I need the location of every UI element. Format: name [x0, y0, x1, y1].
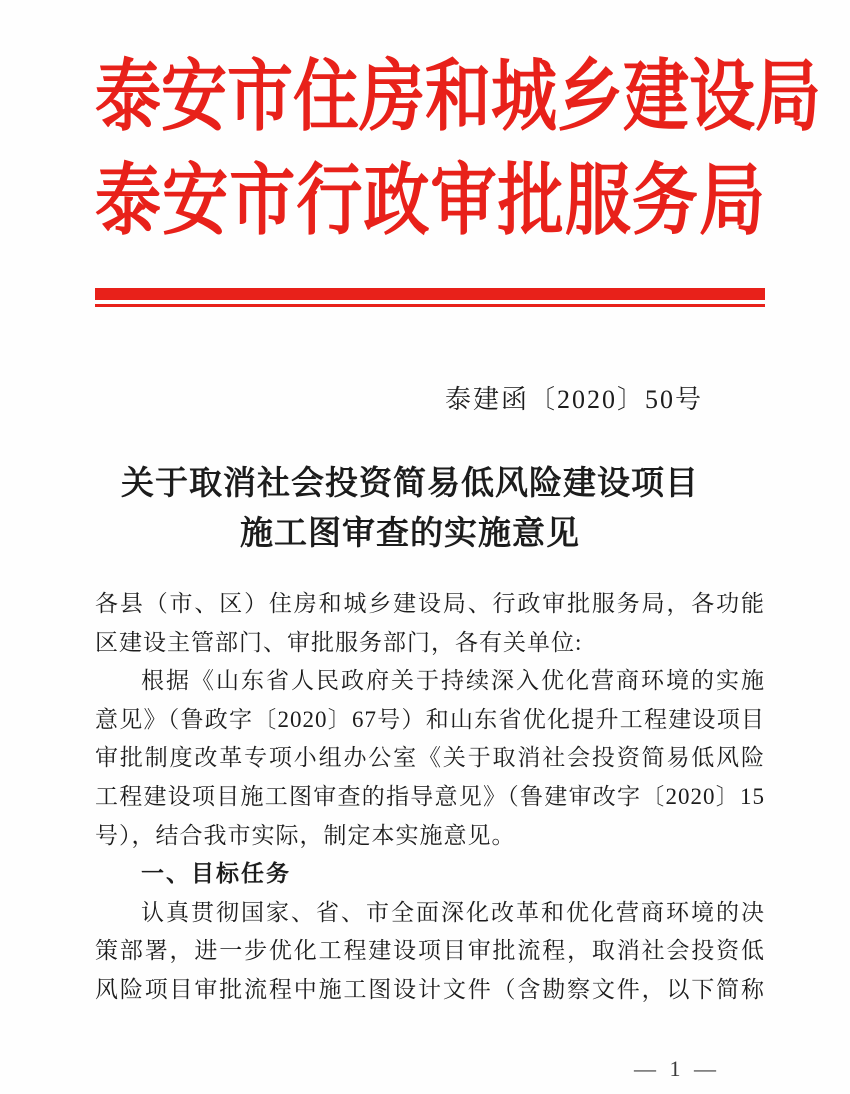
- body-line: 工程建设项目施工图审查的指导意见》（鲁建审改字〔2020〕15: [95, 783, 765, 809]
- red-divider-rule: [95, 288, 765, 307]
- page-number: — 1 —: [634, 1056, 720, 1081]
- document-reference-number: 泰建函〔2020〕50号: [444, 385, 703, 414]
- body-line: 审批制度改革专项小组办公室《关于取消社会投资简易低风险: [95, 745, 765, 771]
- red-divider-thick-bar: [95, 288, 765, 300]
- red-divider-thin-bar: [95, 304, 765, 307]
- body-line: 号），结合我市实际，制定本实施意见。: [95, 822, 516, 848]
- body-line: 认真贯彻国家、省、市全面深化改革和优化营商环境的决: [141, 899, 765, 925]
- body-line: 策部署，进一步优化工程建设项目审批流程，取消社会投资低: [95, 938, 765, 964]
- org-name-line-2: 泰 安 市 行 政 审 批 服 务 局: [95, 158, 765, 245]
- body-line: 区建设主管部门、审批服务部门，各有关单位:: [95, 629, 583, 655]
- body-line: 意见》（鲁政字〔2020〕67号）和山东省优化提升工程建设项目: [95, 706, 765, 732]
- document-title-line-1: 关于取消社会投资简易低风险建设项目: [121, 466, 699, 502]
- section-heading: 一、目标任务: [141, 861, 291, 887]
- body-line: 根据《山东省人民政府关于持续深入优化营商环境的实施: [141, 668, 765, 694]
- document-title-line-2: 施工图审查的实施意见: [240, 516, 580, 552]
- letterhead: [95, 0, 821, 307]
- document-title: [95, 459, 725, 559]
- body-line: 风险项目审批流程中施工图设计文件（含勘察文件，以下简称: [95, 976, 765, 1002]
- page-footer: [634, 1056, 720, 1082]
- org-name-line-1: 泰 安 市 住 房 和 城 乡 建 设 局: [95, 54, 821, 141]
- body-line: 各县（市、区）住房和城乡建设局、行政审批服务局，各功能: [95, 591, 765, 616]
- document-body: [95, 585, 765, 1010]
